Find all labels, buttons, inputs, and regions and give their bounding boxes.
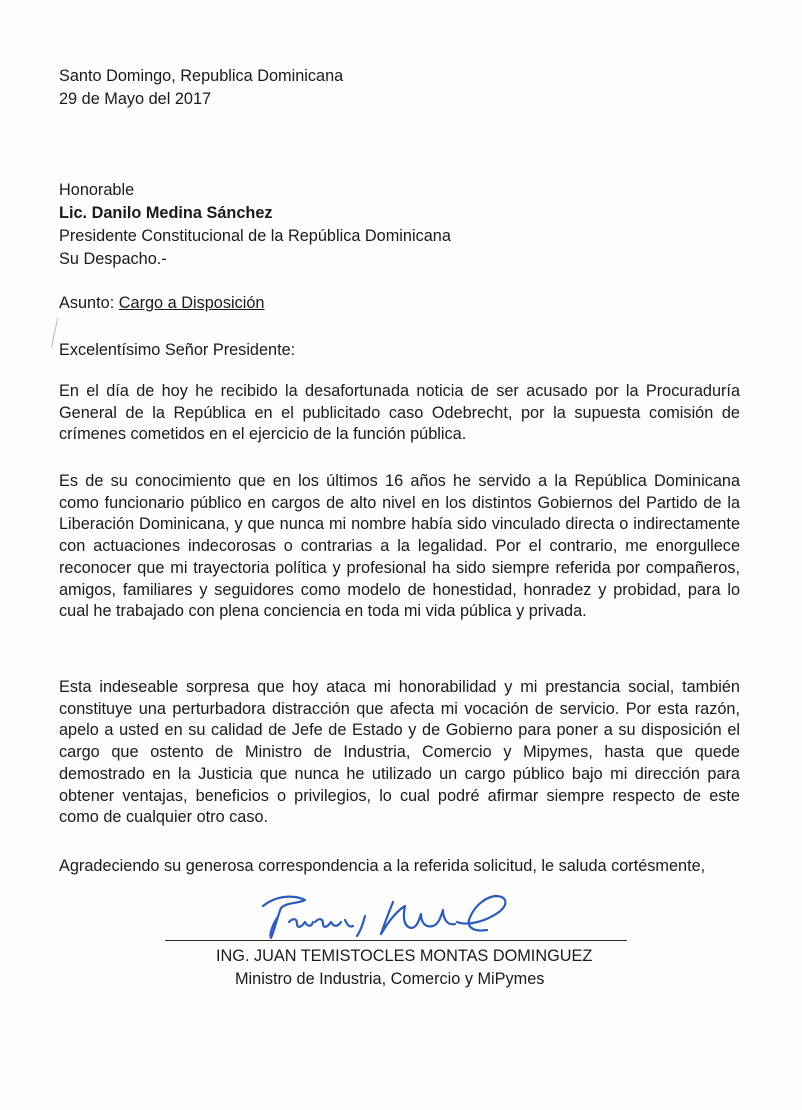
letter-location: Santo Domingo, Republica Dominicana [59, 67, 344, 85]
signer-title: Ministro de Industria, Comercio y MiPymes [235, 970, 545, 988]
signer-name: ING. JUAN TEMISTOCLES MONTAS DOMINGUEZ [216, 947, 593, 965]
recipient-office: Su Despacho.- [59, 250, 167, 268]
signature-block [165, 888, 635, 948]
body-paragraph-1: En el día de hoy he recibido la desafortunada noticia de ser acusado por la Procuraduría General de la República en el publicitado caso Odebrecht, por la supuesta comisión de crímenes cometidos en el ejercicio de la función pública. [59, 382, 740, 444]
closing-line: Agradeciendo su generosa correspondencia a la referida solicitud, le saluda cortésmente, [59, 857, 706, 875]
body-paragraph-3: Esta indeseable sorpresa que hoy ataca mi honorabilidad y mi prestancia social, también constituye una perturbadora distracción que afecta mi vocación de servicio. Por esta razón, apelo a usted en su calidad de Jefe de Estado y de Gobierno para poner a su disposición el cargo que ostento de Ministro de Industria, Comercio y Mipymes, hasta que quede demostrado en la Justicia que nunca he utilizado un cargo público bajo mi dirección para obtener ventajas, beneficios o privilegios, lo cual podré afirmar siempre respecto de este como de cualquier otro caso. [59, 678, 740, 827]
greeting: Excelentísimo Señor Presidente: [59, 341, 296, 359]
letter-date: 29 de Mayo del 2017 [59, 90, 212, 108]
recipient-name: Lic. Danilo Medina Sánchez [59, 204, 273, 222]
subject-line [59, 293, 264, 313]
scan-mark [51, 318, 59, 348]
signature-line [165, 940, 627, 941]
body-paragraph-2: Es de su conocimiento que en los últimos 16 años he servido a la República Dominicana como funcionario público en cargos de alto nivel en los distintos Gobiernos del Partido de la Liberación Dominicana, y que nunca mi nombre había sido vinculado directa o indirectamente con actuaciones indecorosas o contrarias a la legalidad. Por el contrario, me enorgullece reconocer que mi trayectoria política y profesional ha sido siempre referida por compañeros, amigos, familiares y seguidores como modelo de honestidad, honradez y probidad, para lo cual he trabajado con plena conciencia en toda mi vida pública y privada. [59, 472, 740, 621]
recipient-salutation-title: Honorable [59, 181, 135, 199]
recipient-position: Presidente Constitucional de la República Dominicana [59, 227, 451, 245]
handwritten-signature [253, 888, 523, 944]
subject-label: Asunto: [59, 294, 115, 312]
subject-value: Cargo a Disposición [118, 294, 265, 312]
